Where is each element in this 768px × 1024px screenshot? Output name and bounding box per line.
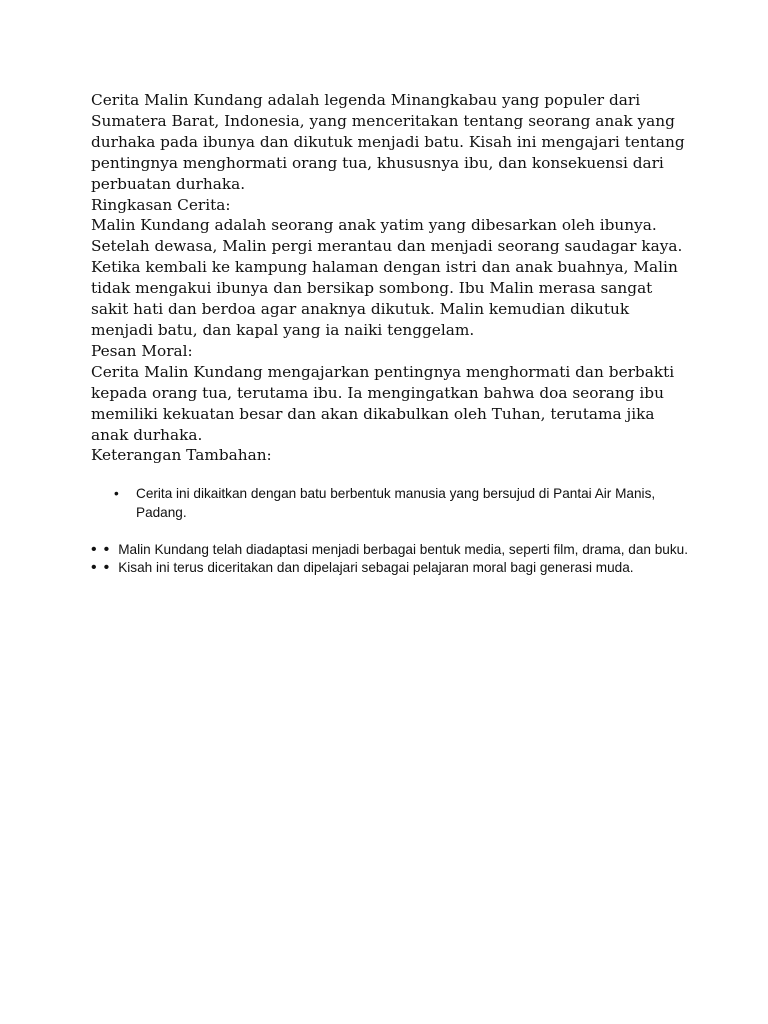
additional-info-heading: Keterangan Tambahan: [91,446,272,465]
moral-paragraph: Cerita Malin Kundang mengajarkan pentingnya menghormati dan berbakti kepada orang tua, terutama ibu. Ia mengingatkan bahwa doa seorang ibu memiliki kekuatan besar dan akan dikabulkan oleh Tuhan, terutama jika anak durhaka. [91,362,675,444]
list-item [91,559,691,577]
summary-heading: Ringkasan Cerita: [91,195,231,214]
summary-paragraph: Malin Kundang adalah seorang anak yatim yang dibesarkan oleh ibunya. Setelah dewasa, Malin pergi merantau dan menjadi seorang saudagar kaya. Ketika kembali ke kampung halaman dengan istri dan anak buahnya, Malin tidak mengakui ibunya dan bersikap sombong. Ibu Malin merasa sangat sakit hati dan berdoa agar anaknya dikutuk. Malin kemudian dikutuk menjadi batu, dan kapal yang ia naiki tenggelam. [91,216,683,339]
additional-info-list-double [91,541,691,577]
list-item-text: Cerita ini dikaitkan dengan batu berbentuk manusia yang bersujud di Pantai Air Manis, Padang. [136,486,656,520]
list-item-text: Malin Kundang telah diadaptasi menjadi berbagai bentuk media, seperti film, drama, dan buku. [118,542,688,557]
bullet-icon: • [91,541,97,558]
double-bullet [91,559,109,577]
list-item-text: Kisah ini terus diceritakan dan dipelajari sebagai pelajaran moral bagi generasi muda. [118,560,634,575]
bullet-icon: • [103,559,110,576]
additional-info-list-indented [91,484,691,522]
bullet-icon: • [103,541,110,558]
bullet-icon: • [91,559,97,576]
document-body [91,90,691,466]
bullet-icon: • [114,486,119,501]
list-item [91,541,691,559]
moral-heading: Pesan Moral: [91,341,193,360]
intro-paragraph: Cerita Malin Kundang adalah legenda Minangkabau yang populer dari Sumatera Barat, Indonesia, yang menceritakan tentang seorang anak yang durhaka pada ibunya dan dikutuk menjadi batu. Kisah ini mengajari tentang pentingnya menghormati orang tua, khususnya ibu, dan konsekuensi dari perbuatan durhaka. [91,91,685,193]
list-item [91,484,691,522]
double-bullet [91,541,109,559]
